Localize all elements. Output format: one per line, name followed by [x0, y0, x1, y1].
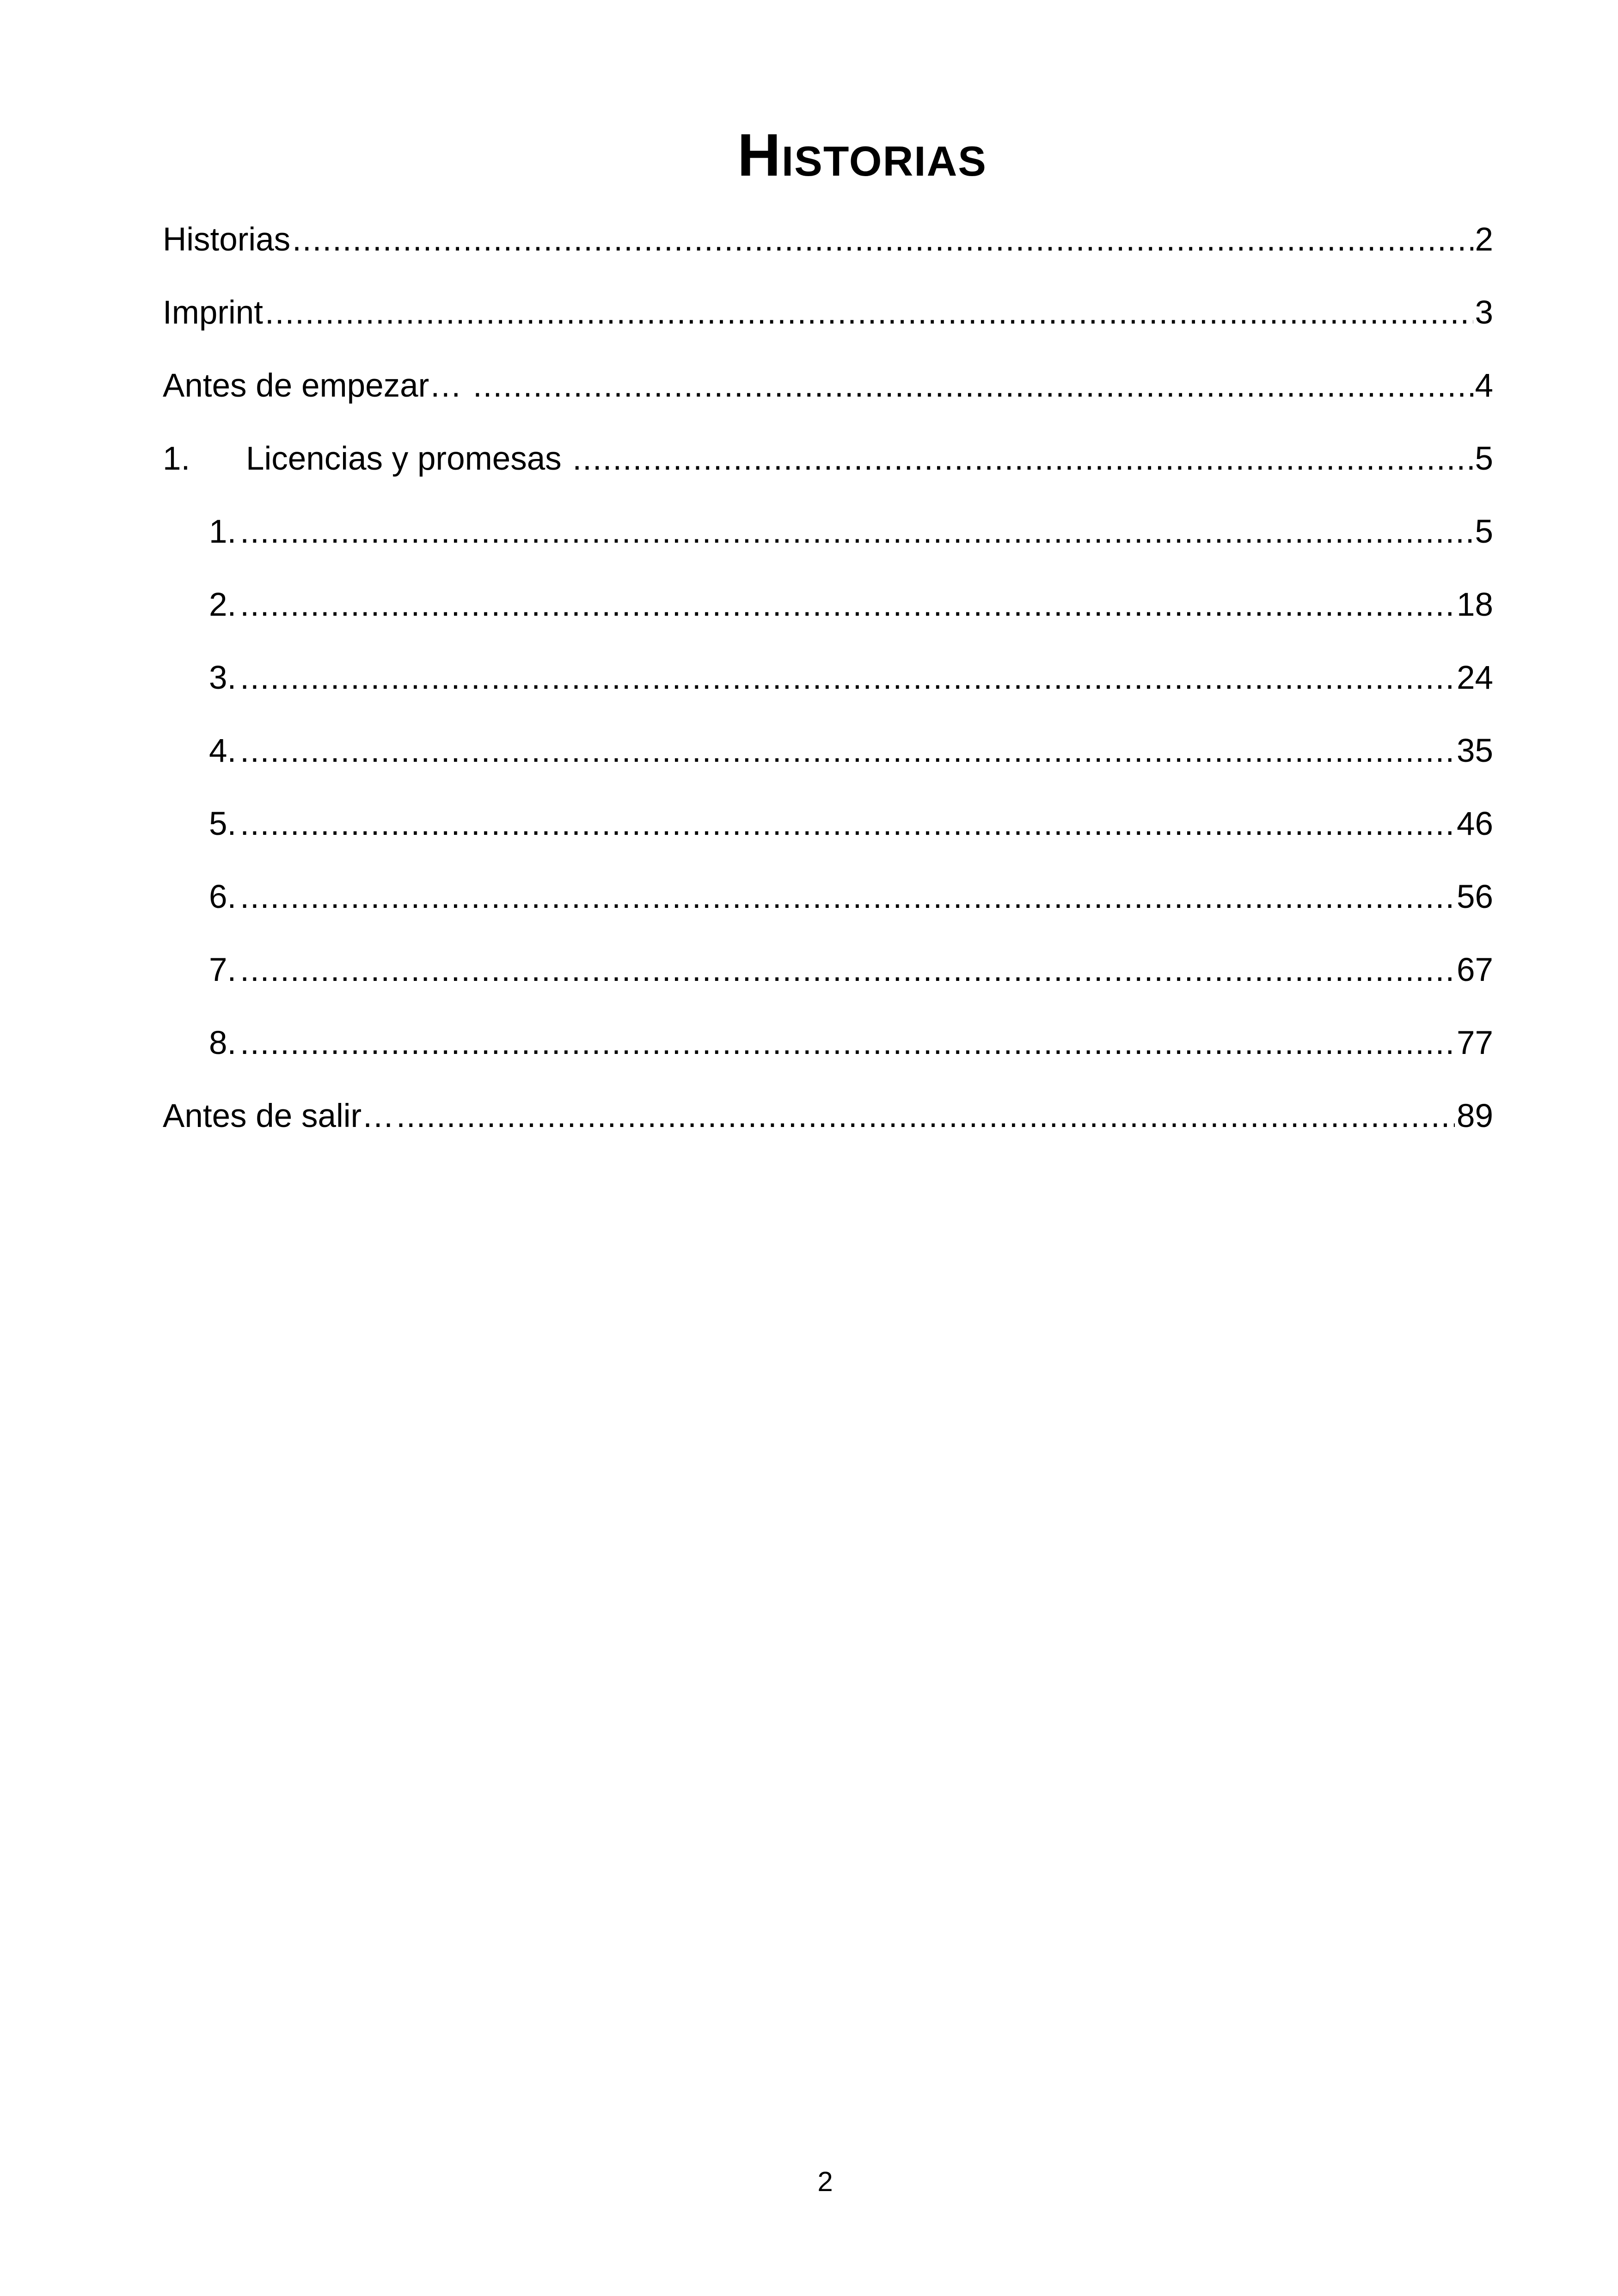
toc-page-number: 67: [1457, 952, 1493, 988]
toc-entry-label: Antes de empezar…: [163, 367, 471, 404]
toc-page-number: 89: [1457, 1098, 1493, 1134]
toc-entry-label: Antes de salir…: [163, 1098, 395, 1134]
toc-subentry-2[interactable]: [163, 569, 1493, 642]
toc-entry-number: 6.: [209, 879, 237, 915]
toc-page-number: 3: [1475, 294, 1493, 331]
toc-subentry-5[interactable]: [163, 788, 1493, 861]
toc-entry-number: 1.: [209, 514, 237, 550]
toc-page-number: 5: [1475, 441, 1493, 477]
toc-subentry-1[interactable]: [163, 496, 1493, 569]
toc-entry-label: Imprint: [163, 294, 263, 331]
toc-dot-leader: [396, 1080, 1455, 1153]
toc-dot-leader: [292, 203, 1473, 276]
toc-page-number: 4: [1475, 367, 1493, 404]
toc-entry-label: Historias: [163, 221, 291, 258]
toc-entry-number: 5.: [209, 806, 237, 842]
page-title: Historias: [737, 121, 987, 189]
toc-dot-leader: [240, 788, 1455, 861]
toc-subentry-8[interactable]: [163, 1007, 1493, 1080]
toc-page-number: 2: [1475, 221, 1493, 258]
toc-dot-leader: [265, 276, 1473, 349]
toc-dot-leader: [240, 569, 1455, 642]
toc-subentry-3[interactable]: [163, 642, 1493, 715]
toc-entry-label: Licencias y promesas: [246, 441, 571, 477]
toc-entry-antes-de-salir[interactable]: [163, 1080, 1493, 1153]
toc-dot-leader: [572, 422, 1473, 496]
toc-page-number: 5: [1475, 514, 1493, 550]
page-number-footer: 2: [817, 2166, 833, 2197]
toc-page-number: 24: [1457, 660, 1493, 696]
toc-subentry-6[interactable]: [163, 861, 1493, 934]
toc-entry-antes-de-empezar[interactable]: [163, 349, 1493, 422]
toc-subentry-7[interactable]: [163, 934, 1493, 1007]
table-of-contents: [163, 203, 1493, 1153]
toc-entry-licencias-y-promesas[interactable]: [163, 422, 1493, 496]
toc-page-number: 77: [1457, 1025, 1493, 1061]
toc-dot-leader: [240, 496, 1473, 569]
toc-entry-number: 3.: [209, 660, 237, 696]
toc-dot-leader: [473, 349, 1473, 422]
toc-entry-number: 8.: [209, 1025, 237, 1061]
toc-entry-number: 2.: [209, 587, 237, 623]
toc-dot-leader: [240, 1007, 1455, 1080]
toc-dot-leader: [240, 861, 1455, 934]
toc-entry-historias[interactable]: [163, 203, 1493, 276]
toc-entry-imprint[interactable]: [163, 276, 1493, 349]
toc-dot-leader: [240, 715, 1455, 788]
toc-page-number: 35: [1457, 733, 1493, 769]
toc-entry-number: 7.: [209, 952, 237, 988]
toc-page-number: 46: [1457, 806, 1493, 842]
toc-dot-leader: [240, 934, 1455, 1007]
toc-entry-number: 1.: [163, 441, 190, 477]
toc-subentry-4[interactable]: [163, 715, 1493, 788]
toc-page-number: 18: [1457, 587, 1493, 623]
toc-page-number: 56: [1457, 879, 1493, 915]
toc-dot-leader: [240, 642, 1455, 715]
toc-entry-number: 4.: [209, 733, 237, 769]
